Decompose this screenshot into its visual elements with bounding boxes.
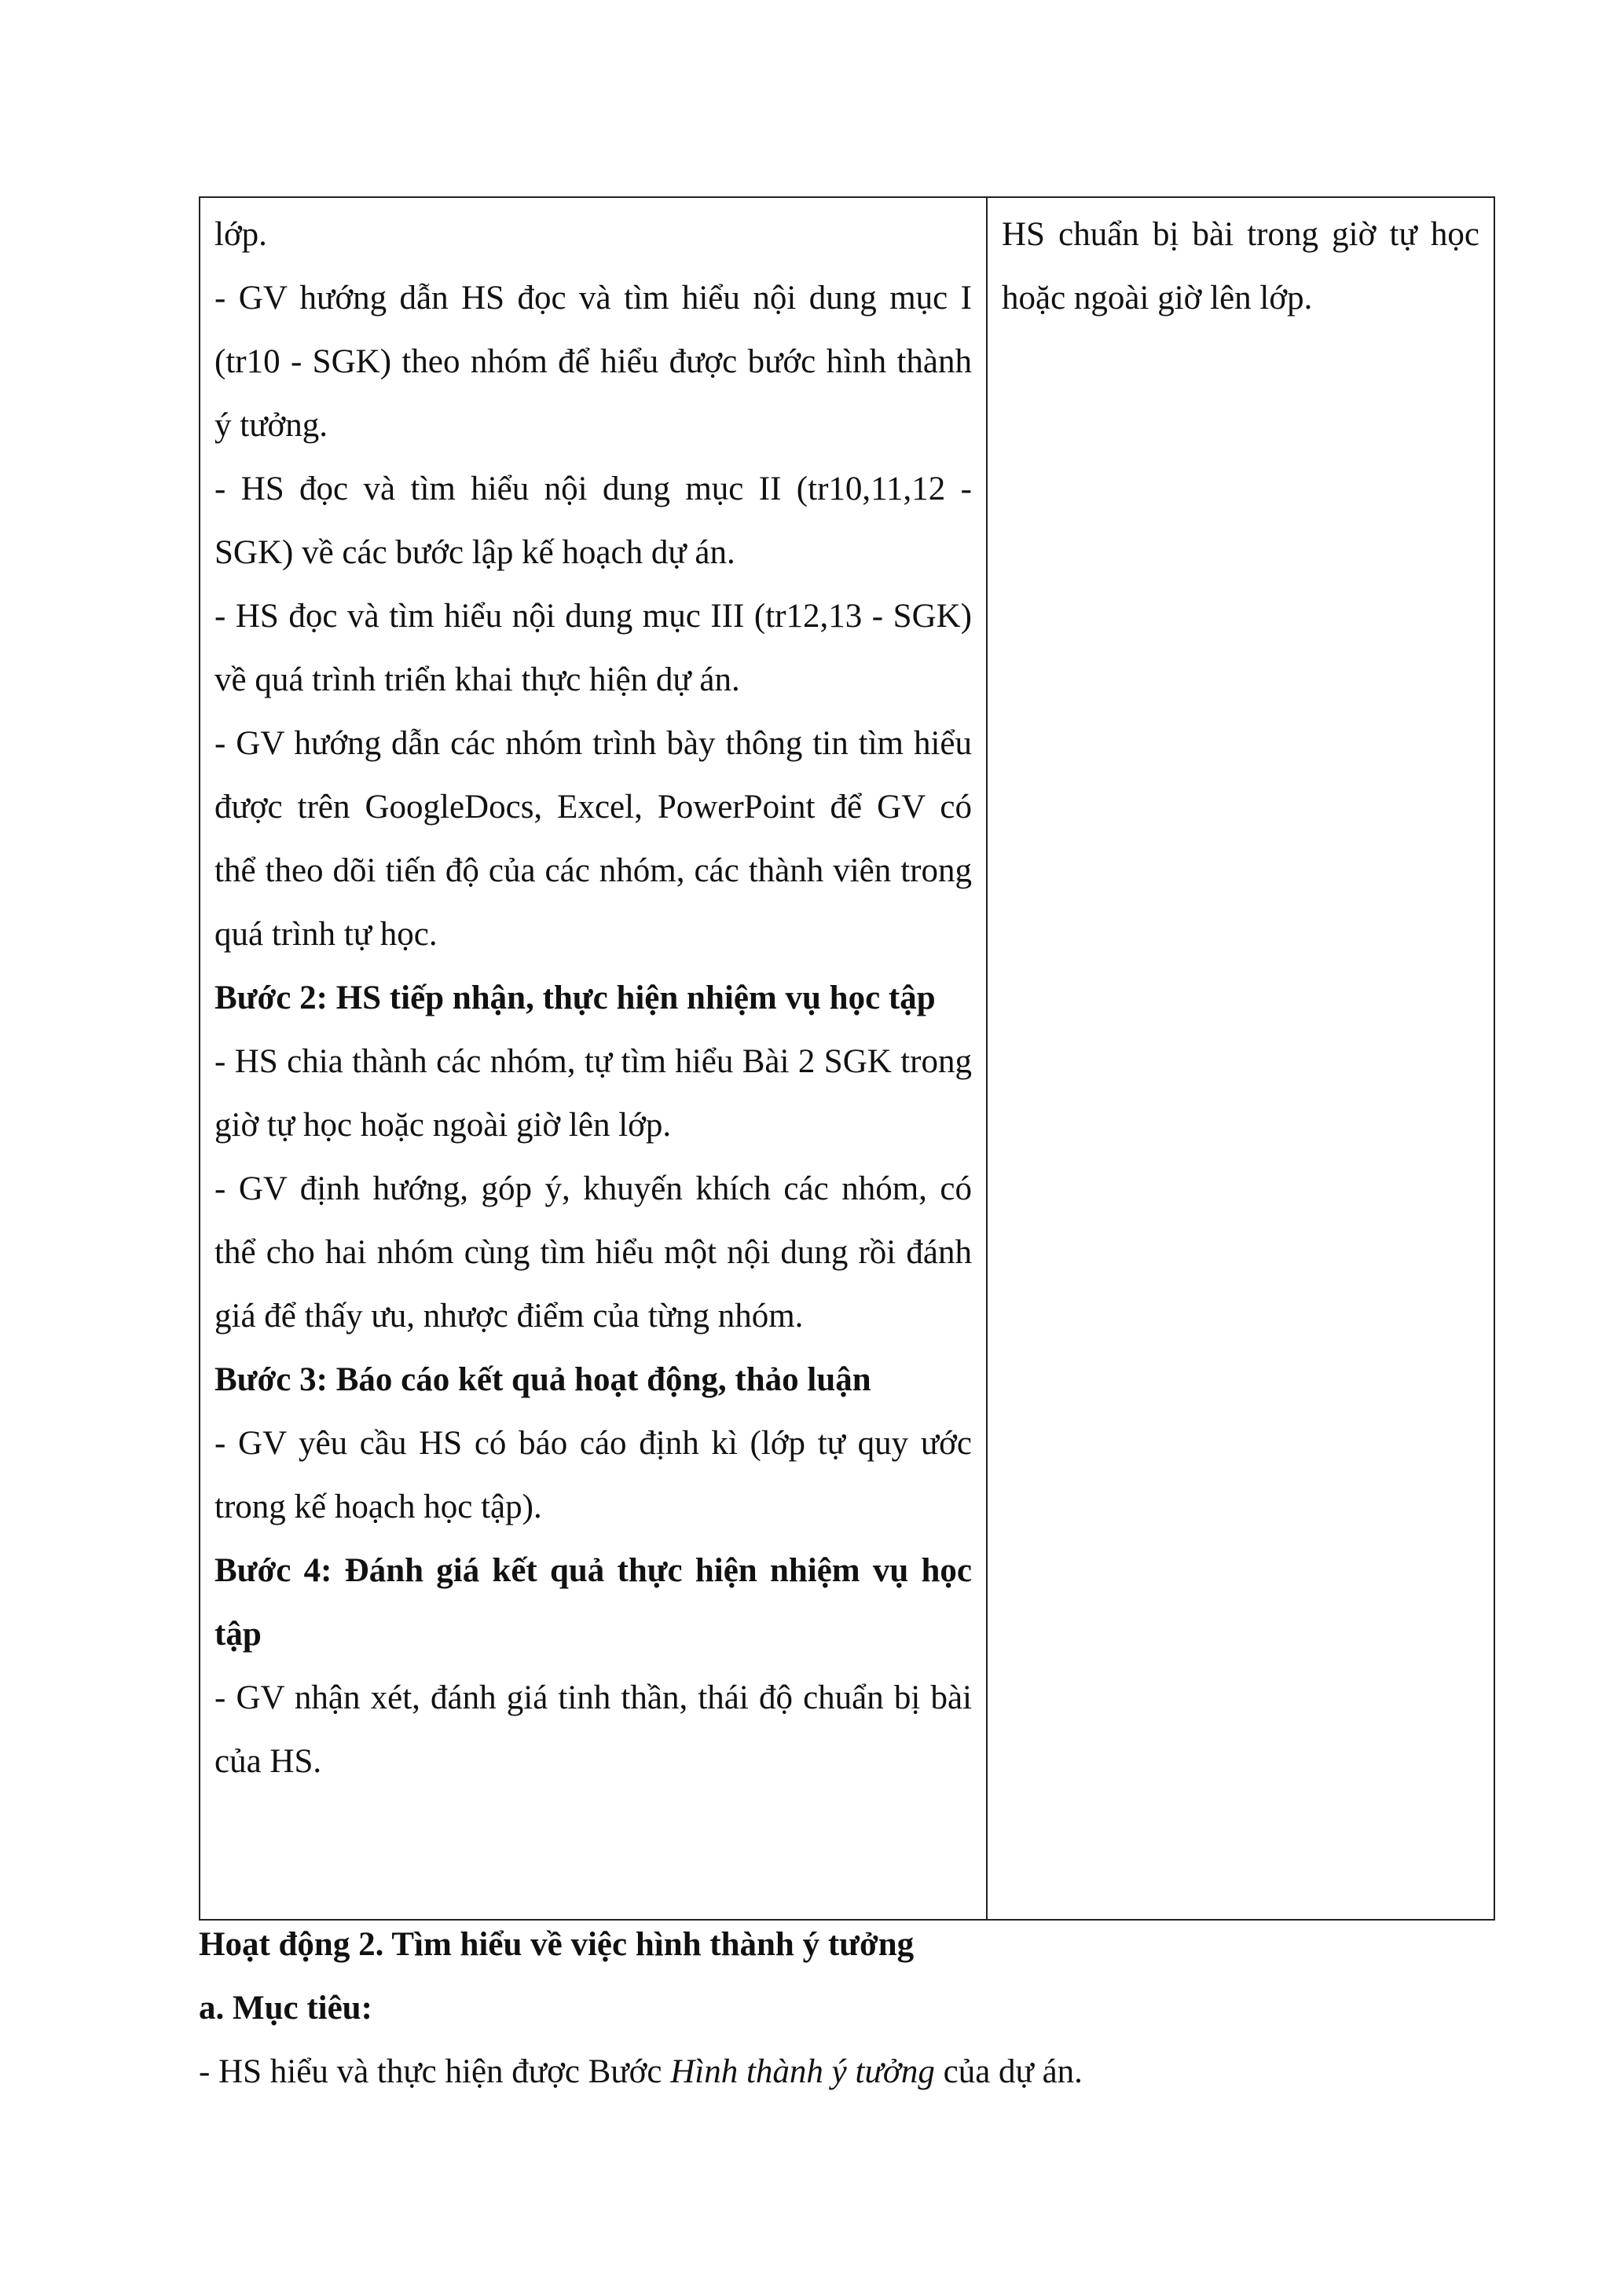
paragraph: - HS đọc và tìm hiểu nội dung mục III (tr12,13 - SGK) về quá trình triển khai thực hiện dự án.: [214, 598, 972, 698]
step-heading: Bước 2: HS tiếp nhận, thực hiện nhiệm vụ học tập: [214, 980, 936, 1016]
objective-italic: Hình thành ý tưởng: [670, 2053, 935, 2090]
expected-result-cell: [987, 197, 1494, 1920]
paragraph: - GV yêu cầu HS có báo cáo định kì (lớp tự quy ước trong kế hoạch học tập).: [214, 1425, 972, 1525]
paragraph: - GV hướng dẫn HS đọc và tìm hiểu nội dung mục I (tr10 - SGK) theo nhóm để hiểu được bước hình thành ý tưởng.: [214, 280, 972, 444]
step-heading: Bước 3: Báo cáo kết quả hoạt động, thảo luận: [214, 1361, 871, 1398]
paragraph: lớp.: [214, 216, 267, 253]
activity-heading: Hoạt động 2. Tìm hiểu về việc hình thành ý tưởng: [199, 1926, 915, 1963]
paragraph: - GV nhận xét, đánh giá tinh thần, thái độ chuẩn bị bài của HS.: [214, 1679, 972, 1780]
paragraph: - HS chia thành các nhóm, tự tìm hiểu Bài 2 SGK trong giờ tự học hoặc ngoài giờ lên lớp.: [214, 1043, 972, 1144]
after-table-section: [199, 1913, 1434, 2104]
paragraph: - GV hướng dẫn các nhóm trình bày thông tin tìm hiểu được trên GoogleDocs, Excel, PowerPoint để GV có thể theo dõi tiến độ của các nhóm, các thành viên trong quá trình tự học.: [214, 725, 972, 953]
paragraph: - HS đọc và tìm hiểu nội dung mục II (tr10,11,12 - SGK) về các bước lập kế hoạch dự án.: [214, 471, 972, 571]
paragraph: HS chuẩn bị bài trong giờ tự học hoặc ngoài giờ lên lớp.: [1002, 216, 1479, 317]
objective-heading: a. Mục tiêu:: [199, 1990, 372, 2027]
objective-prefix: - HS hiểu và thực hiện được Bước: [199, 2053, 671, 2090]
teacher-student-activity-cell: [200, 197, 987, 1920]
table-row: [200, 197, 1494, 1920]
paragraph: - GV định hướng, góp ý, khuyến khích các nhóm, có thể cho hai nhóm cùng tìm hiểu một nội dung rồi đánh giá để thấy ưu, nhược điểm của từng nhóm.: [214, 1170, 972, 1335]
step-heading: Bước 4: Đánh giá kết quả thực hiện nhiệm vụ học tập: [214, 1552, 972, 1653]
objective-line: [199, 2040, 1434, 2104]
objective-suffix: của dự án.: [934, 2053, 1083, 2090]
lesson-table: [199, 196, 1495, 1921]
